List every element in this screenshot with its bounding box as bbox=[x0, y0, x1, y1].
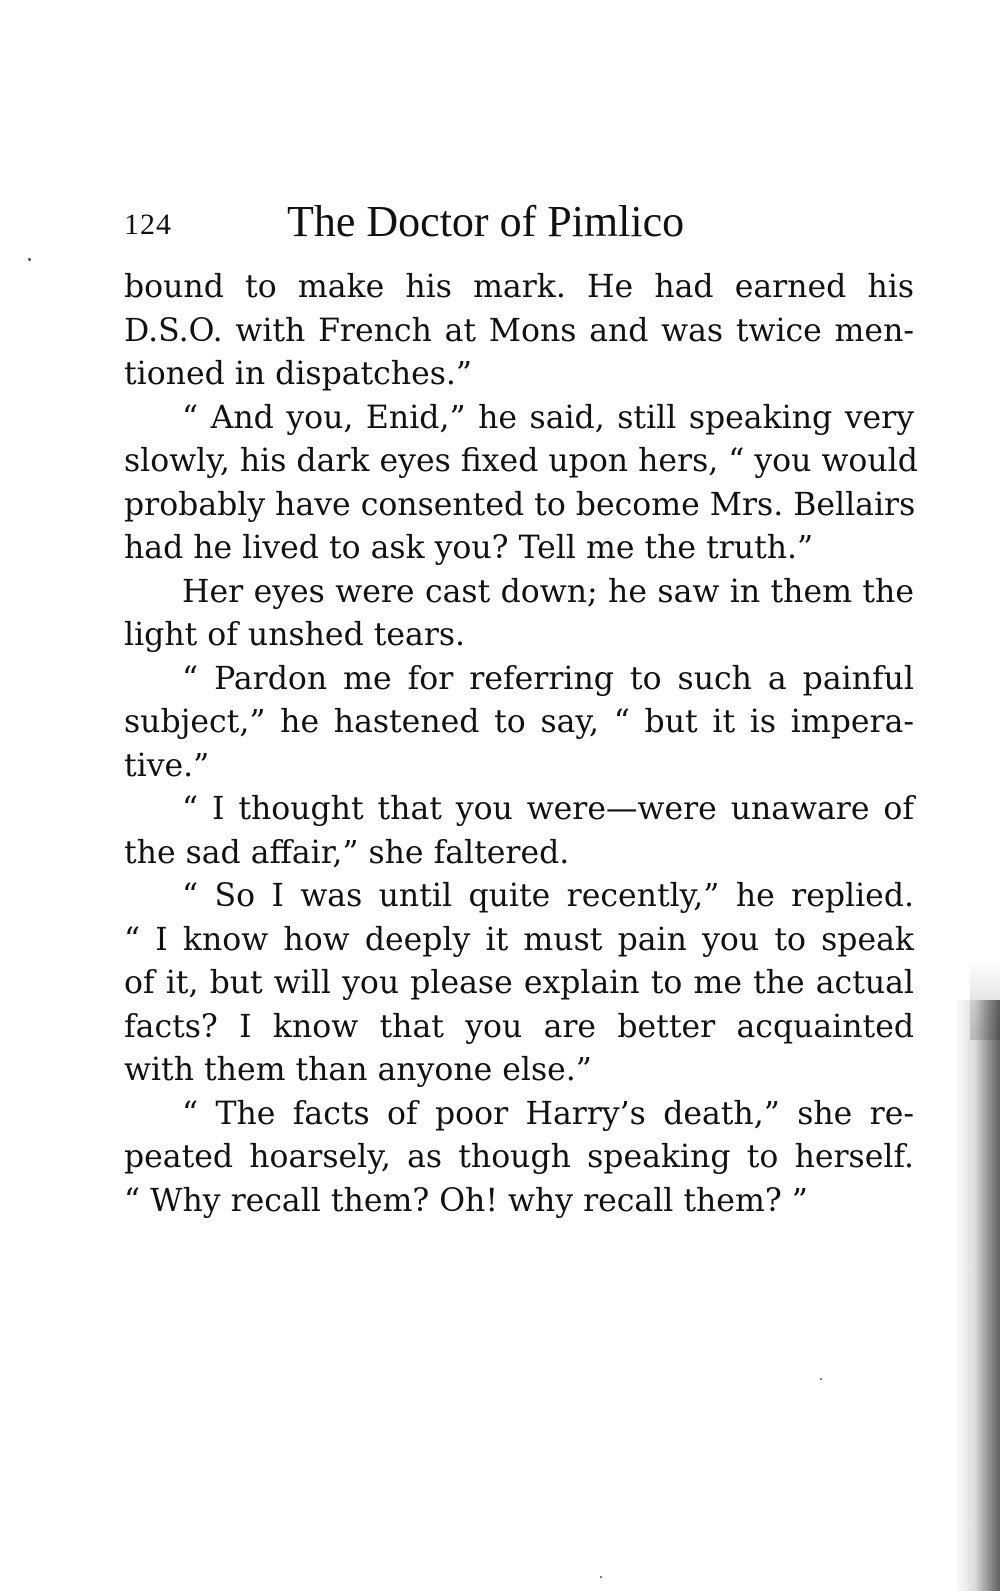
paragraph-start-line: “ And you, Enid,” he said, still speaking very bbox=[182, 399, 914, 436]
scan-speck bbox=[820, 1378, 822, 1380]
text-line: “ I know how deeply it must pain you to speak bbox=[124, 921, 914, 958]
scan-speck bbox=[600, 1576, 602, 1578]
text-line: the sad affair,” she faltered. bbox=[124, 834, 570, 871]
text-line: “ Why recall them? Oh! why recall them? ” bbox=[124, 1182, 808, 1219]
running-title: The Doctor of Pimlico bbox=[287, 197, 685, 246]
page-header bbox=[124, 196, 914, 256]
text-line: light of unshed tears. bbox=[124, 617, 466, 653]
text-line: had he lived to ask you? Tell me the truth.” bbox=[124, 530, 814, 566]
text-line: tive.” bbox=[124, 747, 210, 784]
paragraph-start-line: “ I thought that you were—were unaware of bbox=[182, 791, 914, 827]
paragraph-start-line: “ So I was until quite recently,” he replied. bbox=[182, 878, 914, 914]
paragraph-start-line: “ Pardon me for referring to such a painful bbox=[182, 660, 914, 697]
text-line: bound to make his mark. He had earned his bbox=[124, 269, 914, 305]
text-line: probably have consented to become Mrs. Bellairs bbox=[124, 486, 916, 523]
text-line: slowly, his dark eyes fixed upon hers, “ you would bbox=[124, 443, 918, 479]
body-text bbox=[124, 266, 918, 1223]
text-line: tioned in dispatches.” bbox=[124, 356, 473, 392]
scan-speck bbox=[28, 258, 31, 261]
text-line: facts? I know that you are better acquainted bbox=[124, 1008, 914, 1045]
paragraph-start-line: Her eyes were cast down; he saw in them the bbox=[182, 573, 914, 610]
scan-edge-shadow bbox=[954, 1000, 1000, 1591]
text-line: peated hoarsely, as though speaking to herself. bbox=[124, 1139, 914, 1175]
text-line: D.S.O. with French at Mons and was twice men- bbox=[124, 312, 914, 349]
text-line: with them than anyone else.” bbox=[124, 1052, 592, 1088]
paragraph-start-line: “ The facts of poor Harry’s death,” she re- bbox=[182, 1095, 914, 1132]
text-line: of it, but will you please explain to me the actual bbox=[124, 965, 914, 1001]
page-number: 124 bbox=[124, 208, 172, 241]
text-line: subject,” he hastened to say, “ but it is impera- bbox=[124, 704, 914, 740]
